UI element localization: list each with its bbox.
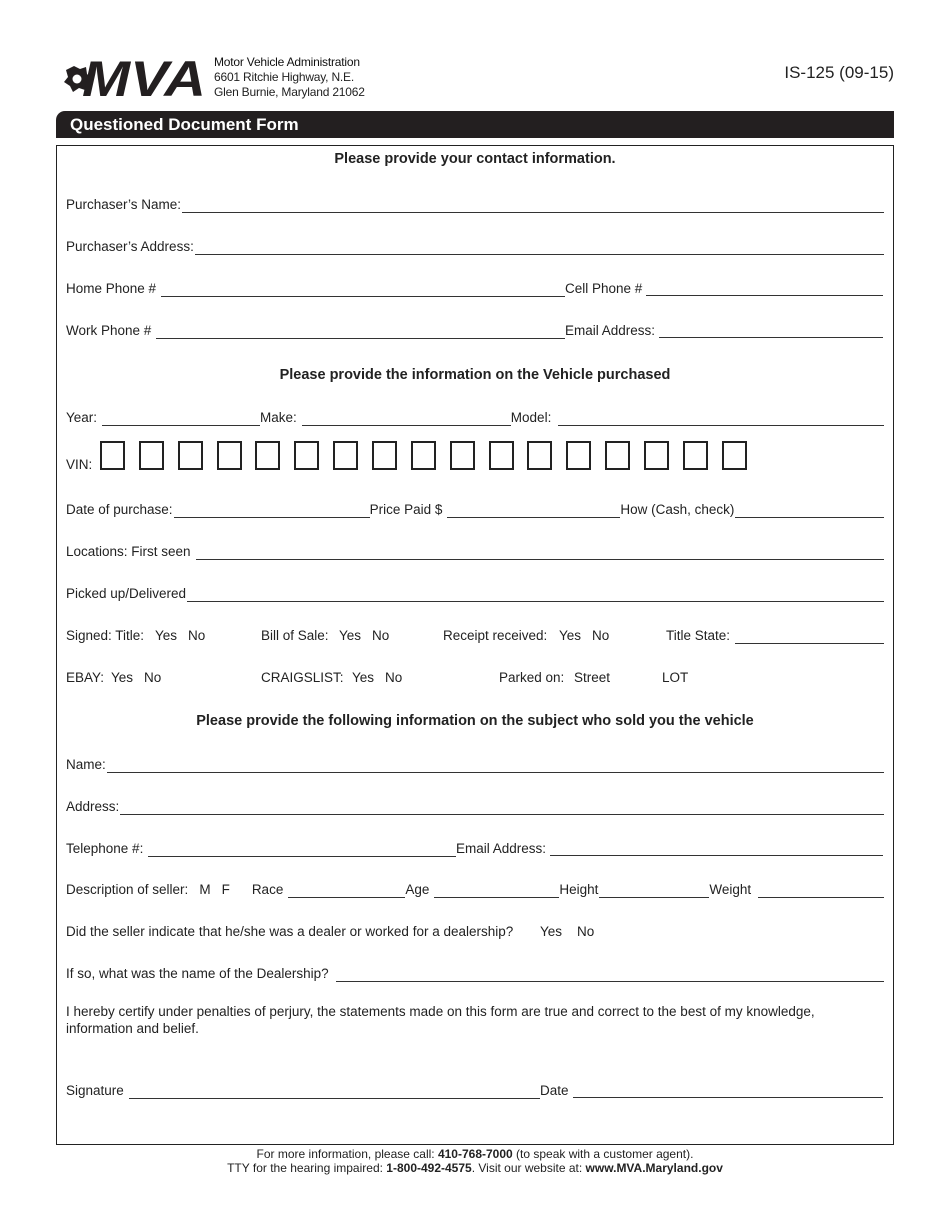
race-field[interactable] [288,883,405,898]
description-label: Description of seller: [66,882,189,897]
race-label: Race [251,882,284,897]
seller-telephone-field[interactable] [148,842,456,857]
footer-phone[interactable]: 410-768-7000 [437,1147,513,1161]
seller-contact-row [66,837,884,857]
work-email-row [66,319,884,339]
home-phone-label: Home Phone # [66,281,157,296]
height-field[interactable] [599,883,709,898]
dealership-name-label: If so, what was the name of the Dealership? [66,966,329,981]
seller-description-row [66,878,884,898]
vin-char-box[interactable] [722,441,747,470]
seller-address-label: Address: [66,799,120,814]
locations-label: Locations: First seen [66,544,191,559]
make-label: Make: [260,410,297,425]
dealership-name-row [66,962,884,982]
picked-up-label: Picked up/Delivered [66,586,187,601]
purchaser-address-label: Purchaser’s Address: [66,239,194,254]
title-state-label: Title State: [666,628,731,643]
locations-row [66,540,884,560]
seller-heading: Please provide the following information on the subject who sold you the vehicle [196,713,754,729]
year-make-model-row [66,406,884,426]
footer-agent-text: (to speak with a customer agent). [516,1147,694,1161]
vin-char-box[interactable] [100,441,125,470]
model-label: Model: [510,410,552,425]
seller-name-label: Name: [66,757,106,772]
form-title: Questioned Document Form [70,115,299,134]
agency-address [214,55,365,100]
bill-of-sale-yes[interactable]: Yes [339,628,362,643]
footer-line-2 [0,1161,950,1175]
footer-tty-number[interactable]: 1-800-492-4575 [386,1161,472,1175]
phone-row [66,277,884,297]
ebay-label: EBAY: [66,670,105,685]
dealer-yes[interactable]: Yes [540,924,563,939]
craigslist-label: CRAIGSLIST: [261,670,344,685]
seller-email-field[interactable] [550,841,883,856]
marketplace-row [66,666,884,686]
vin-char-box[interactable] [178,441,203,470]
receipt-yes[interactable]: Yes [559,628,582,643]
bill-of-sale-label: Bill of Sale: [261,628,329,643]
vin-char-box[interactable] [139,441,164,470]
craigslist-no[interactable]: No [385,670,403,685]
payment-method-field[interactable] [735,503,884,518]
home-phone-field[interactable] [161,282,565,297]
vehicle-heading: Please provide the information on the Vehicle purchased [279,367,671,383]
agency-name: Motor Vehicle Administration [214,55,360,69]
locations-field[interactable] [196,545,884,560]
signed-row [66,624,884,644]
make-field[interactable] [302,411,511,426]
footer-line-1 [0,1147,950,1161]
date-group [540,1083,884,1099]
picked-up-row [66,582,884,602]
form-number: IS-125 (09-15) [784,63,894,82]
vin-char-box[interactable] [217,441,242,470]
work-phone-field[interactable] [156,324,565,339]
footer-call-text: For more information, please call: [256,1147,435,1161]
seller-telephone-label: Telephone #: [66,841,144,856]
purchaser-name-row [66,193,884,213]
seller-email-label: Email Address: [456,841,547,856]
parked-lot-option[interactable]: LOT [662,670,689,685]
weight-field[interactable] [758,883,884,898]
footer-tty-text: TTY for the hearing impaired: [227,1161,383,1175]
cell-phone-label: Cell Phone # [565,281,643,296]
signed-title-yes[interactable]: Yes [155,628,178,643]
vin-char-box[interactable] [411,441,436,470]
receipt-received-label: Receipt received: [443,628,548,643]
title-state-group [666,624,884,644]
height-label: Height [559,882,599,897]
signature-field[interactable] [129,1084,540,1099]
purchaser-name-field[interactable] [182,198,884,213]
model-field[interactable] [558,411,884,426]
mva-logo [56,52,208,100]
date-of-purchase-field[interactable] [174,503,370,518]
year-label: Year: [66,410,98,425]
date-of-purchase-label: Date of purchase: [66,502,173,517]
parked-on-label: Parked on: [499,670,565,685]
vin-label: VIN: [66,457,93,472]
age-label: Age [405,882,430,897]
receipt-no[interactable]: No [592,628,610,643]
bill-of-sale-no[interactable]: No [372,628,390,643]
email-field[interactable] [659,323,883,338]
vin-char-box[interactable] [372,441,397,470]
picked-up-field[interactable] [187,587,884,602]
seller-address-row [66,795,884,815]
cell-phone-group [565,281,884,297]
vin-char-box[interactable] [255,441,280,470]
craigslist-yes[interactable]: Yes [352,670,375,685]
weight-label: Weight [709,882,752,897]
purchaser-address-row [66,235,884,255]
form-title-bar [56,111,894,138]
dealer-question-row [66,920,884,940]
seller-name-field[interactable] [107,758,884,773]
cell-phone-field[interactable] [646,281,883,296]
email-group [565,323,884,339]
signature-label: Signature [66,1083,124,1098]
seller-address-field[interactable] [120,800,884,815]
dealer-question-label: Did the seller indicate that he/she was a dealer or worked for a dealership? [66,924,514,939]
price-paid-field[interactable] [447,503,620,518]
sex-male-option[interactable]: M [199,882,211,897]
vin-char-box[interactable] [333,441,358,470]
date-field[interactable] [573,1083,883,1098]
year-field[interactable] [102,411,260,426]
vin-row [66,441,884,473]
ebay-no[interactable]: No [144,670,162,685]
signed-title-no[interactable]: No [188,628,206,643]
purchaser-address-field[interactable] [195,240,884,255]
date-label: Date [540,1083,569,1098]
signed-title-label: Signed: Title: [66,628,145,643]
purchaser-name-label: Purchaser’s Name: [66,197,182,212]
parked-street-option[interactable]: Street [574,670,611,685]
seller-email-group [456,841,884,857]
sex-female-option[interactable]: F [221,882,230,897]
title-state-field[interactable] [735,629,884,644]
vin-char-box[interactable] [566,441,591,470]
address-line-1: 6601 Ritchie Highway, N.E. [214,70,354,84]
seller-name-row [66,753,884,773]
work-phone-label: Work Phone # [66,323,152,338]
price-paid-label: Price Paid $ [369,502,443,517]
signature-row [66,1079,884,1099]
certification-statement: I hereby certify under penalties of perjury, the statements made on this form are true and correct to the best of my knowledge, information and belief. [66,1004,815,1036]
vin-char-box[interactable] [683,441,708,470]
ebay-yes[interactable]: Yes [111,670,134,685]
payment-method-label: How (Cash, check) [620,502,735,517]
vin-char-box[interactable] [527,441,552,470]
footer-website-text: . Visit our website at: [471,1161,583,1175]
contact-heading: Please provide your contact information. [334,151,616,167]
dealership-name-field[interactable] [336,967,884,982]
vin-char-box[interactable] [489,441,514,470]
vin-char-box[interactable] [644,441,669,470]
dealer-no[interactable]: No [577,924,595,939]
vin-char-box[interactable] [450,441,475,470]
vin-char-box[interactable] [605,441,630,470]
age-field[interactable] [434,883,559,898]
footer-website-link[interactable]: www.MVA.Maryland.gov [585,1161,723,1175]
purchase-details-row [66,498,884,518]
address-line-2: Glen Burnie, Maryland 21062 [214,85,365,99]
email-label: Email Address: [565,323,656,338]
vin-char-box[interactable] [294,441,319,470]
logo-wordmark: MVA [82,52,206,100]
